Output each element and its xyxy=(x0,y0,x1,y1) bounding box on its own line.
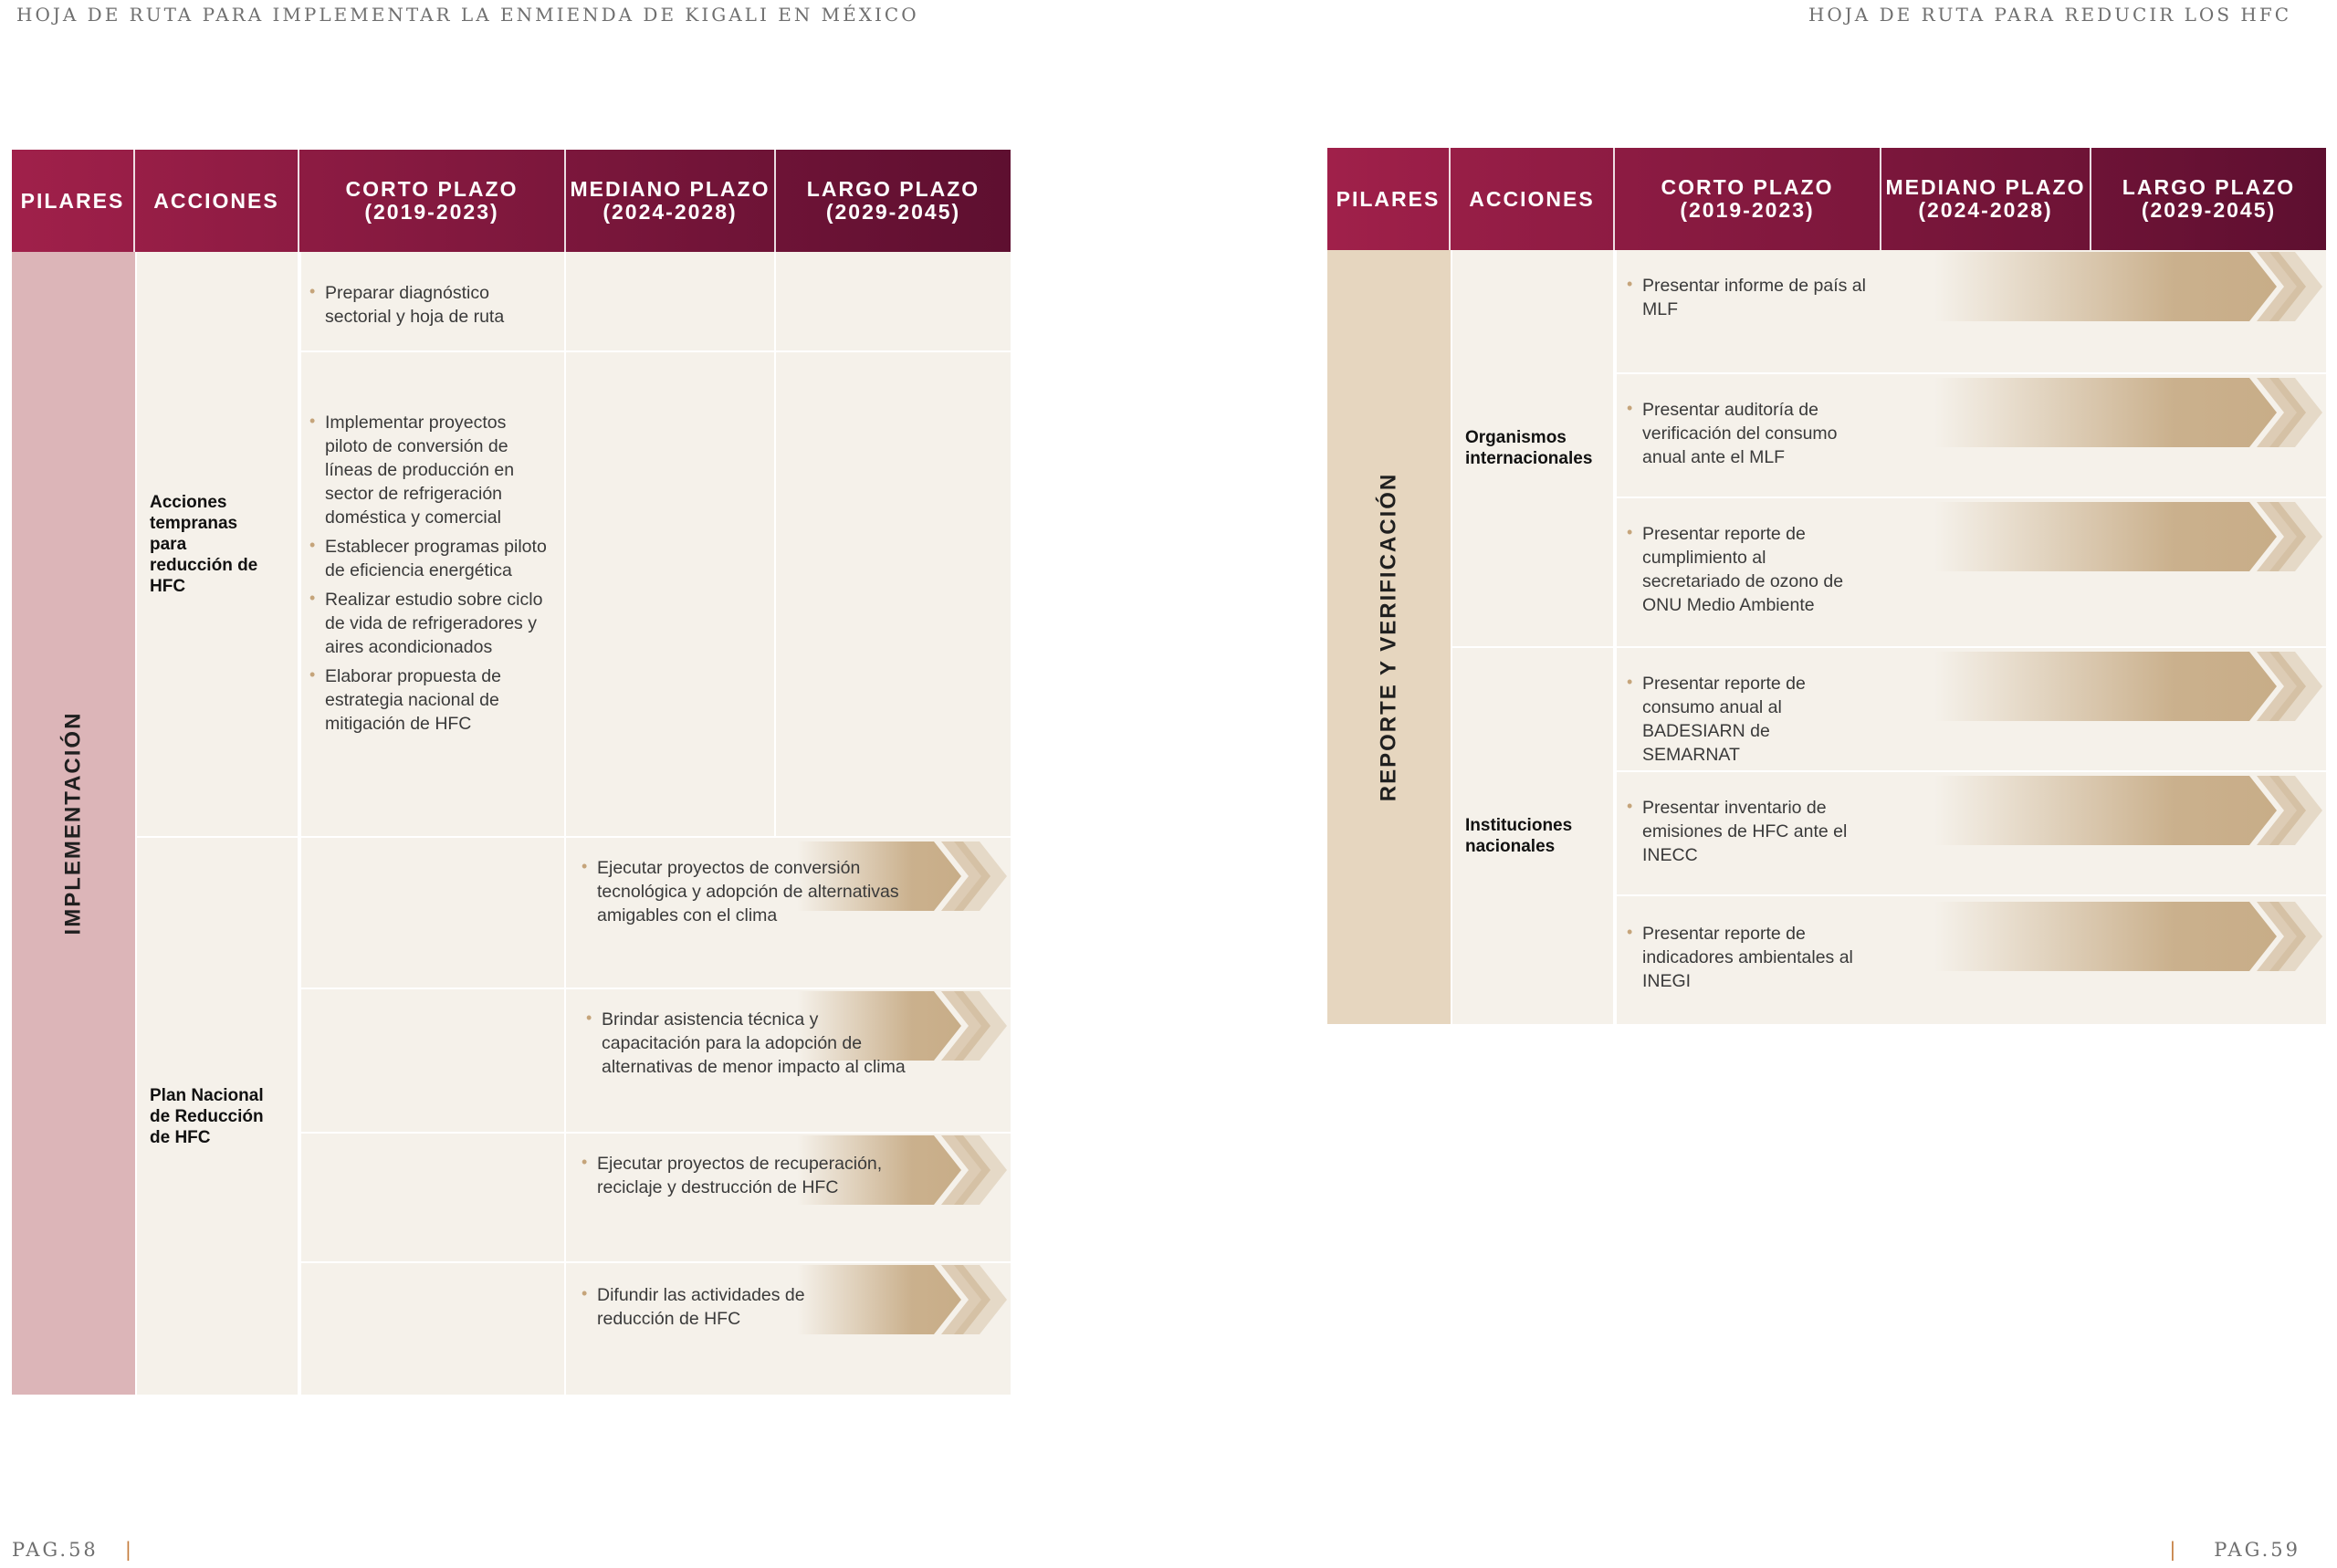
header-mediano-plazo: MEDIANO PLAZO (2024-2028) xyxy=(1881,148,2091,250)
list-item: • Ejecutar proyectos de conversión tecnológica y adopción de alternativas amigables con el clima xyxy=(582,856,901,927)
bullet-list xyxy=(1627,522,1860,622)
cell-largo xyxy=(776,352,1011,836)
arrow-corto-largo xyxy=(1934,776,2324,845)
bullet-list xyxy=(582,1152,928,1205)
pillar-label: IMPLEMENTACIÓN xyxy=(60,711,86,936)
list-item: • Brindar asistencia técnica y capacitación para la adopción de alternativas de menor impacto al clima xyxy=(586,1008,910,1079)
action-organismos-internacionales: Organismos internacionales xyxy=(1452,250,1613,646)
running-head-left: HOJA DE RUTA PARA IMPLEMENTAR LA ENMIENDA DE KIGALI EN MÉXICO xyxy=(16,4,919,26)
header-mediano-plazo: MEDIANO PLAZO (2024-2028) xyxy=(566,150,776,252)
cell-largo xyxy=(776,252,1011,350)
running-head-right: HOJA DE RUTA PARA REDUCIR LOS HFC xyxy=(1808,4,2291,26)
list-item: • Presentar inventario de emisiones de HFC ante el INECC xyxy=(1627,796,1860,867)
action-acciones-tempranas: Acciones tempranas para reducción de HFC xyxy=(137,252,298,836)
list-item: • Realizar estudio sobre ciclo de vida de refrigeradores y aires acondicionados xyxy=(309,588,551,659)
bullet-list xyxy=(1627,672,1860,772)
action-plan-nacional: Plan Nacional de Reducción de HFC xyxy=(137,838,298,1395)
bullet-list xyxy=(1627,398,1860,475)
header-acciones: ACCIONES xyxy=(135,150,299,252)
bullet-list xyxy=(309,411,551,741)
list-item: • Establecer programas piloto de eficiencia energética xyxy=(309,535,551,582)
list-item: • Presentar reporte de cumplimiento al secretariado de ozono de ONU Medio Ambiente xyxy=(1627,522,1860,617)
page-number-right: | PAG.59 xyxy=(2169,1539,2300,1561)
list-item: • Difundir las actividades de reducción de HFC xyxy=(582,1283,846,1331)
list-item: • Presentar reporte de consumo anual al BADESIARN de SEMARNAT xyxy=(1627,672,1860,767)
bullet-list xyxy=(1627,922,1860,998)
list-item: • Elaborar propuesta de estrategia nacional de mitigación de HFC xyxy=(309,664,551,736)
arrow-corto-largo xyxy=(1934,378,2324,447)
list-item: • Preparar diagnóstico sectorial y hoja de ruta xyxy=(309,281,556,329)
list-item: • Presentar reporte de indicadores ambientales al INEGI xyxy=(1627,922,1860,993)
list-item: • Presentar informe de país al MLF xyxy=(1627,274,1873,321)
pillar-implementacion xyxy=(12,252,135,1395)
bullet-list xyxy=(582,1283,846,1336)
pillar-reporte-verificacion xyxy=(1327,250,1451,1024)
header-corto-plazo: CORTO PLAZO (2019-2023) xyxy=(1615,148,1881,250)
pillar-label: REPORTE Y VERIFICACIÓN xyxy=(1376,472,1401,802)
header-pilares: PILARES xyxy=(1327,148,1451,250)
arrow-corto-largo xyxy=(1934,502,2324,571)
arrow-corto-largo xyxy=(1934,652,2324,721)
cell-corto xyxy=(301,1134,564,1261)
cell-mediano xyxy=(566,252,774,350)
list-item: • Ejecutar proyectos de recuperación, reciclaje y destrucción de HFC xyxy=(582,1152,928,1199)
bullet-list xyxy=(1627,796,1860,873)
page-number-left: PAG.58 | xyxy=(12,1539,134,1561)
list-item: • Presentar auditoría de verificación del consumo anual ante el MLF xyxy=(1627,398,1860,469)
bullet-list xyxy=(582,856,901,933)
header-largo-plazo: LARGO PLAZO (2029-2045) xyxy=(806,177,980,224)
cell-corto xyxy=(301,838,564,988)
list-item: • Implementar proyectos piloto de conversión de líneas de producción en sector de refrigeración doméstica y comercial xyxy=(309,411,551,529)
cell-corto xyxy=(301,989,564,1132)
header-acciones: ACCIONES xyxy=(1451,148,1615,250)
header-corto-plazo: CORTO PLAZO (2019-2023) xyxy=(299,150,566,252)
roadmap-table-reporte xyxy=(1327,148,2326,1024)
arrow-corto-largo xyxy=(1934,252,2324,321)
bullet-list xyxy=(586,1008,910,1084)
cell-corto xyxy=(301,1263,564,1395)
roadmap-table-implementacion xyxy=(12,150,1011,1395)
header-pilares: PILARES xyxy=(12,150,135,252)
cell-mediano xyxy=(566,352,774,836)
action-instituciones-nacionales: Instituciones nacionales xyxy=(1452,648,1613,1024)
header-largo-plazo: LARGO PLAZO (2029-2045) xyxy=(2122,175,2296,222)
bullet-list xyxy=(1627,274,1873,327)
arrow-corto-largo xyxy=(1934,902,2324,971)
bullet-list xyxy=(309,281,556,334)
